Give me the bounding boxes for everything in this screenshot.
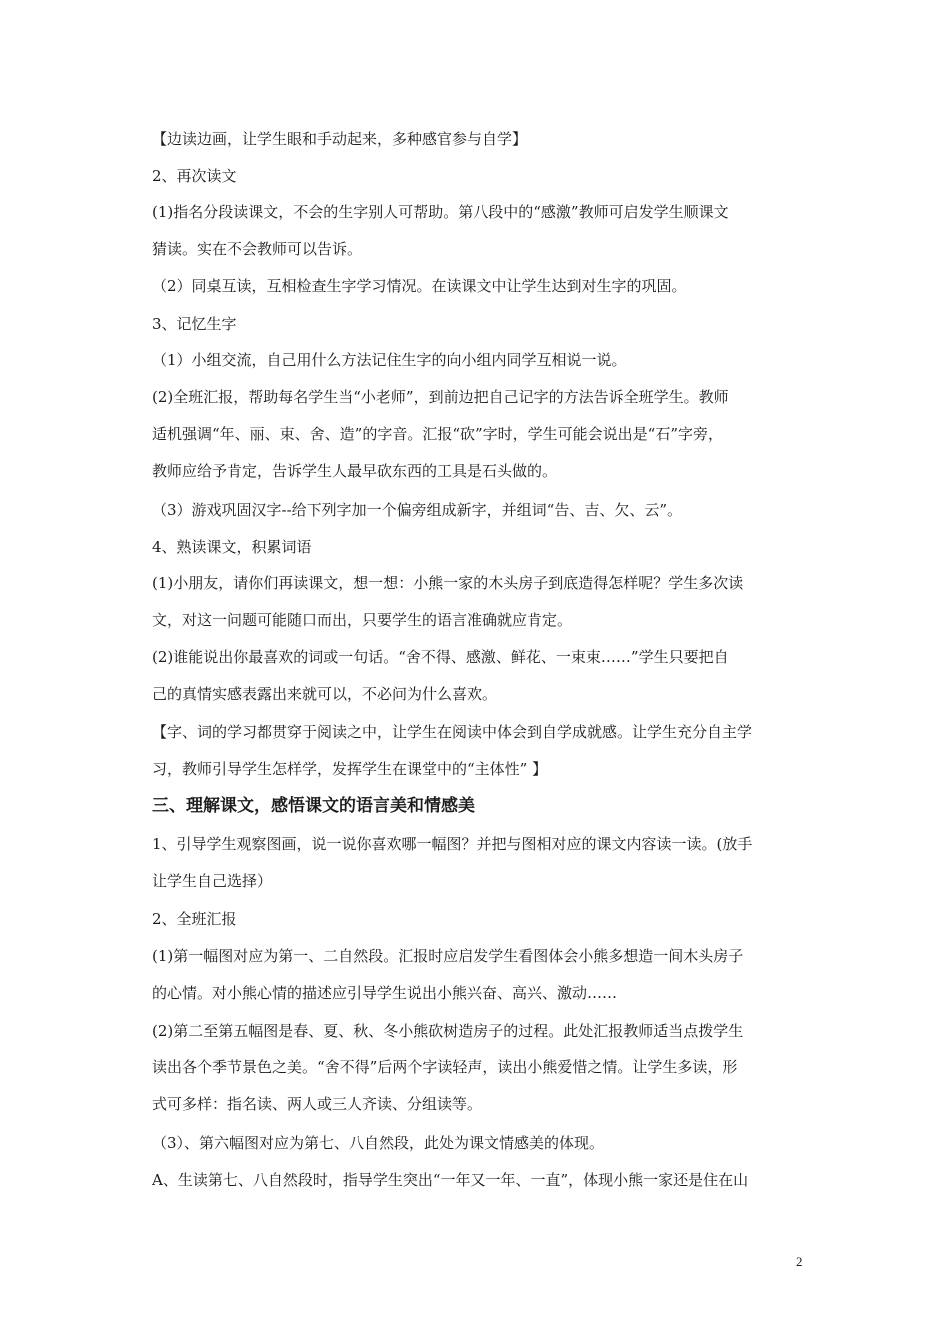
paragraph-line: (1)指名分段读课文，不会的生字别人可帮助。第八段中的“感激”教师可启发学生顺课文 [152, 203, 729, 221]
paragraph-line: （2）同桌互读，互相检查生字学习情况。在读课文中让学生达到对生字的巩固。 [152, 277, 687, 295]
paragraph-line: 己的真情实感表露出来就可以，不必问为什么喜欢。 [152, 685, 498, 703]
paragraph-line: 【字、词的学习都贯穿于阅读之中，让学生在阅读中体会到自学成就感。让学生充分自主学 [152, 723, 753, 741]
paragraph-line: 猜读。实在不会教师可以告诉。 [152, 240, 363, 258]
paragraph-line: 3、记忆生字 [152, 315, 237, 333]
paragraph-line: 让学生自己选择） [152, 872, 273, 890]
paragraph-line: 【边读边画，让学生眼和手动起来，多种感官参与自学】 [152, 130, 528, 148]
paragraph-line: 式可多样：指名读、两人或三人齐读、分组读等。 [152, 1095, 483, 1113]
paragraph-line: 习，教师引导学生怎样学，发挥学生在课堂中的“主体性” 】 [152, 760, 548, 778]
paragraph-line: (2)谁能说出你最喜欢的词或一句话。“舍不得、感激、鲜花、一束束……”学生只要把自 [152, 648, 729, 666]
paragraph-line: A、生读第七、八自然段时，指导学生突出“一年又一年、一直”，体现小熊一家还是住在山 [152, 1171, 749, 1189]
paragraph-line: 4、熟读课文，积累词语 [152, 538, 312, 556]
paragraph-line: （3）游戏巩固汉字--给下列字加一个偏旁组成新字，并组词“告、吉、欠、云”。 [152, 501, 683, 519]
paragraph-line: 的心情。对小熊心情的描述应引导学生说出小熊兴奋、高兴、激动…… [152, 984, 618, 1002]
paragraph-line: 1、引导学生观察图画，说一说你喜欢哪一幅图？并把与图相对应的课文内容读一读。(放手 [152, 835, 753, 853]
paragraph-line: (2)全班汇报，帮助每名学生当“小老师”，到前边把自己记字的方法告诉全班学生。教师 [152, 388, 729, 406]
page-number: 2 [796, 1254, 803, 1269]
paragraph-line: 读出各个季节景色之美。“舍不得”后两个字读轻声，读出小熊爱惜之情。让学生多读，形 [152, 1058, 738, 1076]
paragraph-line: （1）小组交流，自己用什么方法记住生字的向小组内同学互相说一说。 [152, 351, 627, 369]
paragraph-line: 教师应给予肯定，告诉学生人最早砍东西的工具是石头做的。 [152, 462, 558, 480]
paragraph-line: 适机强调“年、丽、束、舍、造”的字音。汇报“砍”字时，学生可能会说出是“石”字旁， [152, 425, 724, 443]
paragraph-line: (1)小朋友，请你们再读课文，想一想：小熊一家的木头房子到底造得怎样呢？学生多次读 [152, 574, 744, 592]
paragraph-line: （3）、第六幅图对应为第七、八自然段，此处为课文情感美的体现。 [152, 1134, 605, 1152]
section-heading: 三、理解课文，感悟课文的语言美和情感美 [152, 796, 475, 816]
paragraph-line: (1)第一幅图对应为第一、二自然段。汇报时应启发学生看图体会小熊多想造一间木头房子 [152, 947, 744, 965]
paragraph-line: 2、再次读文 [152, 167, 237, 185]
paragraph-line: 文，对这一问题可能随口而出，只要学生的语言准确就应肯定。 [152, 611, 573, 629]
paragraph-line: 2、全班汇报 [152, 910, 237, 928]
paragraph-line: (2)第二至第五幅图是春、夏、秋、冬小熊砍树造房子的过程。此处汇报教师适当点拨学生 [152, 1022, 744, 1040]
